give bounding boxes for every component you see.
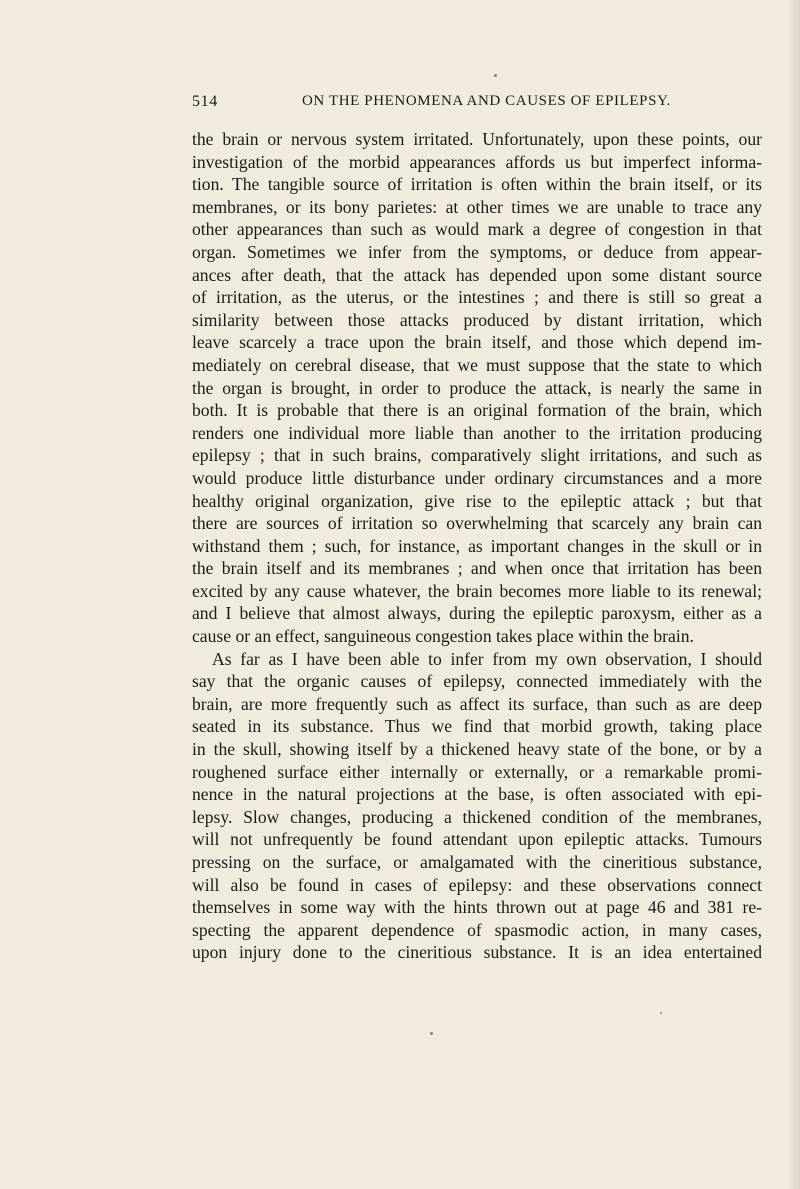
text-line: the brain or nervous system irritated. Unfortunately, upon these points, our — [192, 129, 762, 149]
text-line: organ. Sometimes we infer from the symptoms, or deduce from appear- — [192, 241, 762, 262]
text-line: healthy original organization, give rise to the epileptic attack ; but that — [192, 490, 762, 511]
text-line: nence in the natural projections at the base, is often associated with epi- — [192, 784, 762, 805]
text-line: other appearances than such as would mark a degree of congestion in that — [192, 219, 762, 240]
text-line: will not unfrequently be found attendant upon epileptic attacks. Tumours — [192, 829, 762, 850]
text-line: pressing on the surface, or amalgamated with the cineritious substance, — [192, 852, 762, 872]
paper-speck — [430, 1032, 433, 1035]
text-line: lepsy. Slow changes, producing a thickened condition of the membranes, — [192, 806, 762, 827]
text-line: renders one individual more liable than another to the irritation producing — [192, 422, 762, 443]
text-line: specting the apparent dependence of spasmodic action, in many cases, — [192, 919, 762, 940]
text-line: both. It is probable that there is an original formation of the brain, which — [192, 400, 762, 421]
text-line: leave scarcely a trace upon the brain itself, and those which depend im- — [192, 332, 762, 353]
text-line: brain, are more frequently such as affect its surface, than such as are deep — [192, 693, 762, 714]
text-line: membranes, or its bony parietes: at other times we are unable to trace any — [192, 196, 762, 217]
text-line: there are sources of irritation so overwhelming that scarcely any brain can — [192, 513, 762, 534]
text-line: say that the organic causes of epilepsy, connected immediately with the — [192, 671, 762, 692]
text-line: seated in its substance. Thus we find that morbid growth, taking place — [192, 716, 762, 737]
paragraph-end-line: cause or an effect, sanguineous congestion takes place within the brain. — [192, 626, 694, 647]
text-line: mediately on cerebral disease, that we must suppose that the state to which — [192, 354, 762, 375]
text-line: investigation of the morbid appearances affords us but imperfect informa- — [192, 151, 762, 172]
text-line: will also be found in cases of epilepsy: and these observations connect — [192, 874, 762, 895]
text-line: upon injury done to the cineritious substance. It is an idea entertained — [192, 942, 762, 963]
text-line: tion. The tangible source of irritation is often within the brain itself, or its — [192, 174, 762, 195]
text-line: ances after death, that the attack has depended upon some distant source — [192, 264, 762, 285]
text-line: would produce little disturbance under ordinary circumstances and a more — [192, 467, 762, 488]
running-title: ON THE PHENOMENA AND CAUSES OF EPILEPSY. — [302, 93, 671, 109]
paper-speck — [494, 74, 497, 77]
paper-speck — [660, 1012, 662, 1014]
text-line: in the skull, showing itself by a thickened heavy state of the bone, or by a — [192, 739, 762, 760]
text-line: excited by any cause whatever, the brain becomes more liable to its renewal; — [192, 580, 762, 601]
page-edge-shadow — [788, 0, 800, 1189]
text-line: of irritation, as the uterus, or the intestines ; and there is still so great a — [192, 287, 762, 308]
text-line: similarity between those attacks produced by distant irritation, which — [192, 309, 762, 330]
paragraph-start-line: As far as I have been able to infer from my own observation, I should — [212, 648, 762, 669]
text-line: and I believe that almost always, during the epileptic paroxysm, either as a — [192, 603, 762, 624]
text-line: epilepsy ; that in such brains, comparatively slight irritations, and such as — [192, 445, 762, 466]
text-line: withstand them ; such, for instance, as important changes in the skull or in — [192, 535, 762, 556]
text-line: themselves in some way with the hints thrown out at page 46 and 381 re- — [192, 897, 762, 918]
page-number: 514 — [192, 93, 218, 110]
text-line: the brain itself and its membranes ; and when once that irritation has been — [192, 558, 762, 579]
text-line: the organ is brought, in order to produce the attack, is nearly the same in — [192, 377, 762, 398]
page-header — [192, 93, 762, 117]
body-text — [192, 128, 762, 964]
text-line: roughened surface either internally or externally, or a remarkable promi- — [192, 761, 762, 782]
